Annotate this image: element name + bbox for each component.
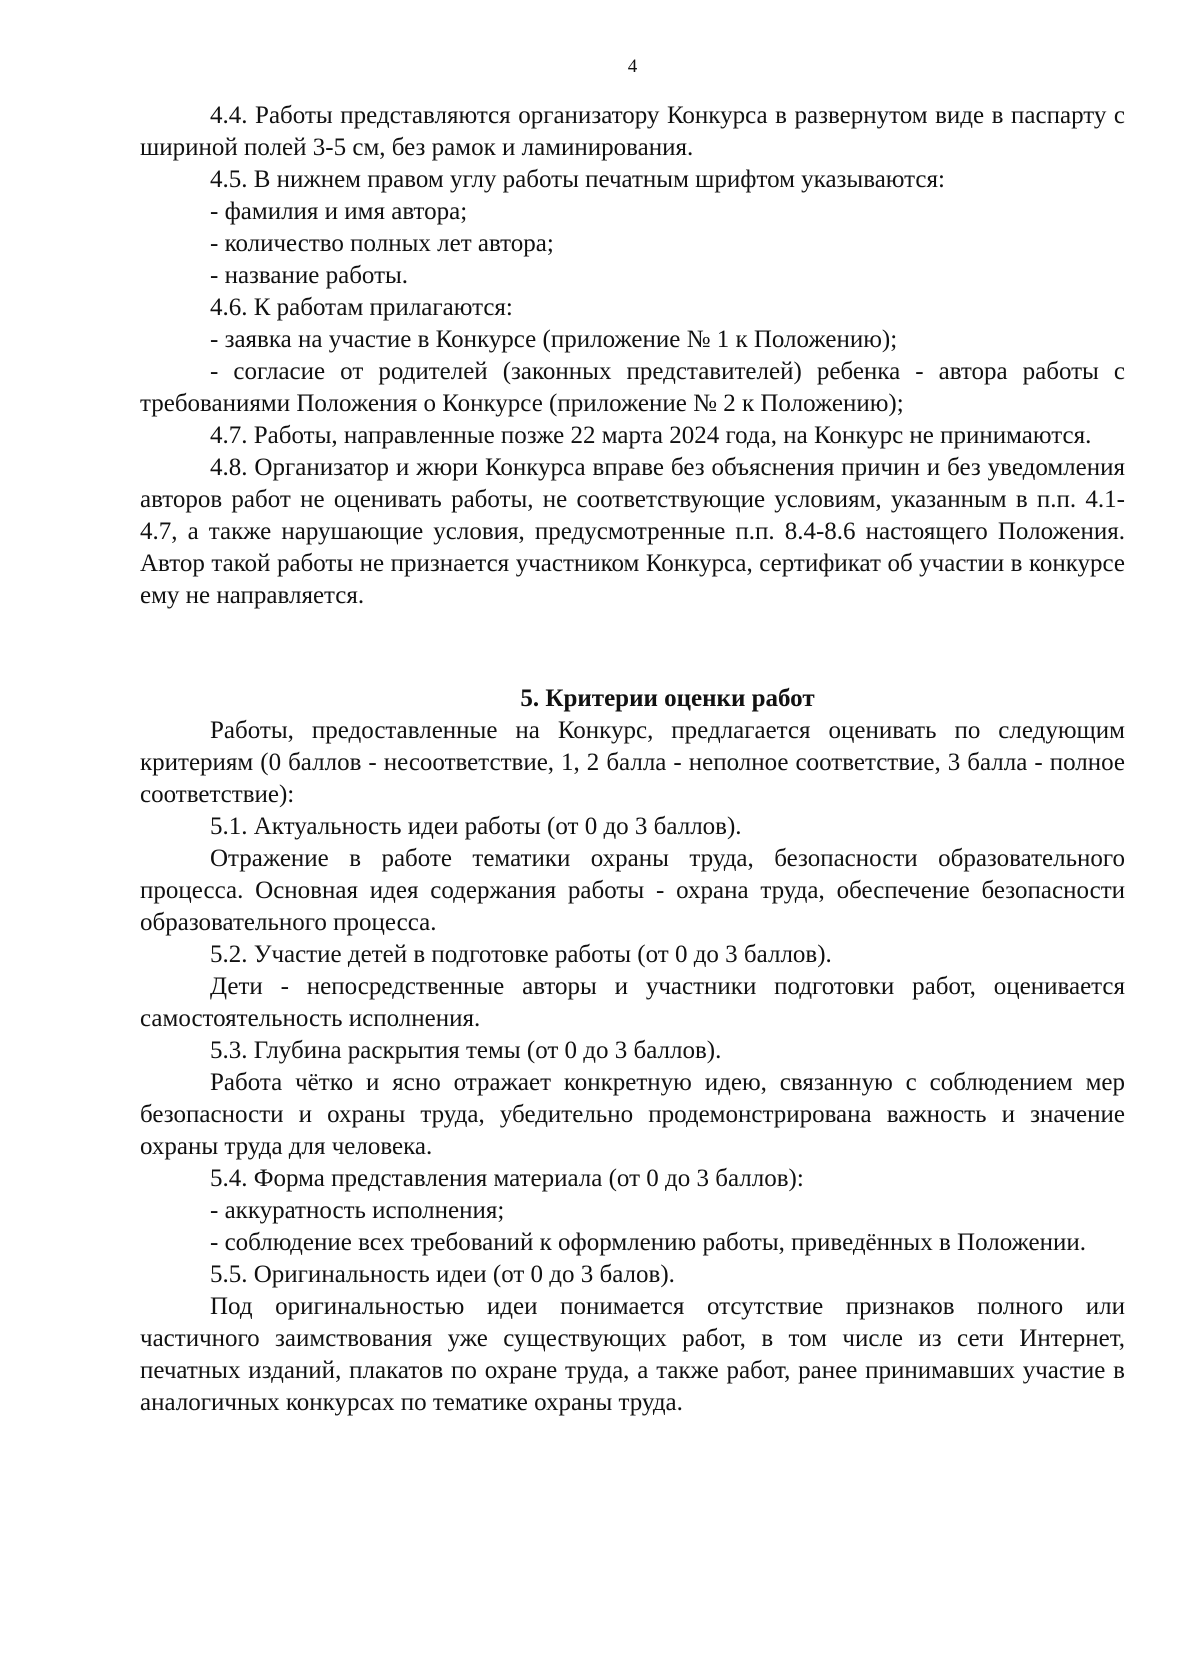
list-item-parental-consent: - согласие от родителей (законных представителей) ребенка - автора работы с требованиями Положения о Конкурсе (приложение № 2 к Положению); bbox=[140, 358, 1125, 417]
section-5-heading: 5. Критерии оценки работ bbox=[520, 685, 815, 712]
criterion-5-5-description: Под оригинальностью идеи понимается отсутствие признаков полного или частичного заимствования уже существующих работ, в том числе из сети Интернет, печатных изданий, плакатов по охране труда, а также работ, ранее принимавших участие в аналогичных конкурсах по тематике охраны труда. bbox=[140, 1293, 1125, 1416]
paragraph-4-5: 4.5. В нижнем правом углу работы печатным шрифтом указываются: bbox=[210, 166, 945, 193]
list-item-author-age: - количество полных лет автора; bbox=[210, 230, 554, 257]
paragraph-4-8: 4.8. Организатор и жюри Конкурса вправе без объяснения причин и без уведомления авторов работ не оценивать работы, не соответствующие условиям, указанным в п.п. 4.1-4.7, а также нарушающие условия, предусмотренные п.п. 8.4-8.6 настоящего Положения. Автор такой работы не признается участником Конкурса, сертификат об участии в конкурсе ему не направляется. bbox=[140, 454, 1125, 609]
list-item-neatness: - аккуратность исполнения; bbox=[210, 1197, 505, 1224]
criterion-5-2: 5.2. Участие детей в подготовке работы (от 0 до 3 баллов). bbox=[210, 941, 832, 968]
list-item-work-title: - название работы. bbox=[210, 262, 409, 289]
criterion-5-3: 5.3. Глубина раскрытия темы (от 0 до 3 баллов). bbox=[210, 1037, 722, 1064]
criterion-5-1-description: Отражение в работе тематики охраны труда, безопасности образовательного процесса. Основная идея содержания работы - охрана труда, обеспечение безопасности образовательного процесса. bbox=[140, 845, 1125, 936]
page-number: 4 bbox=[627, 56, 638, 77]
criterion-5-2-description: Дети - непосредственные авторы и участники подготовки работ, оценивается самостоятельность исполнения. bbox=[140, 973, 1125, 1032]
section-spacer bbox=[140, 612, 1125, 683]
list-item-application: - заявка на участие в Конкурсе (приложение № 1 к Положению); bbox=[210, 326, 898, 353]
criterion-5-1: 5.1. Актуальность идеи работы (от 0 до 3 баллов). bbox=[210, 813, 742, 840]
paragraph-4-7: 4.7. Работы, направленные позже 22 марта 2024 года, на Конкурс не принимаются. bbox=[210, 422, 1092, 449]
section-5-intro: Работы, предоставленные на Конкурс, предлагается оценивать по следующим критериям (0 баллов - несоответствие, 1, 2 балла - неполное соответствие, 3 балла - полное соответствие): bbox=[140, 717, 1125, 808]
list-item-requirements-compliance: - соблюдение всех требований к оформлению работы, приведённых в Положении. bbox=[210, 1229, 1087, 1256]
criterion-5-4: 5.4. Форма представления материала (от 0 до 3 баллов): bbox=[210, 1165, 804, 1192]
document-body bbox=[140, 100, 1125, 1419]
paragraph-4-6: 4.6. К работам прилагаются: bbox=[210, 294, 513, 321]
list-item-author-name: - фамилия и имя автора; bbox=[210, 198, 468, 225]
criterion-5-5: 5.5. Оригинальность идеи (от 0 до 3 балов). bbox=[210, 1261, 675, 1288]
criterion-5-3-description: Работа чётко и ясно отражает конкретную идею, связанную с соблюдением мер безопасности и охраны труда, убедительно продемонстрирована важность и значение охраны труда для человека. bbox=[140, 1069, 1125, 1160]
paragraph-4-4: 4.4. Работы представляются организатору Конкурса в развернутом виде в паспарту с шириной полей 3-5 см, без рамок и ламинирования. bbox=[140, 102, 1125, 161]
